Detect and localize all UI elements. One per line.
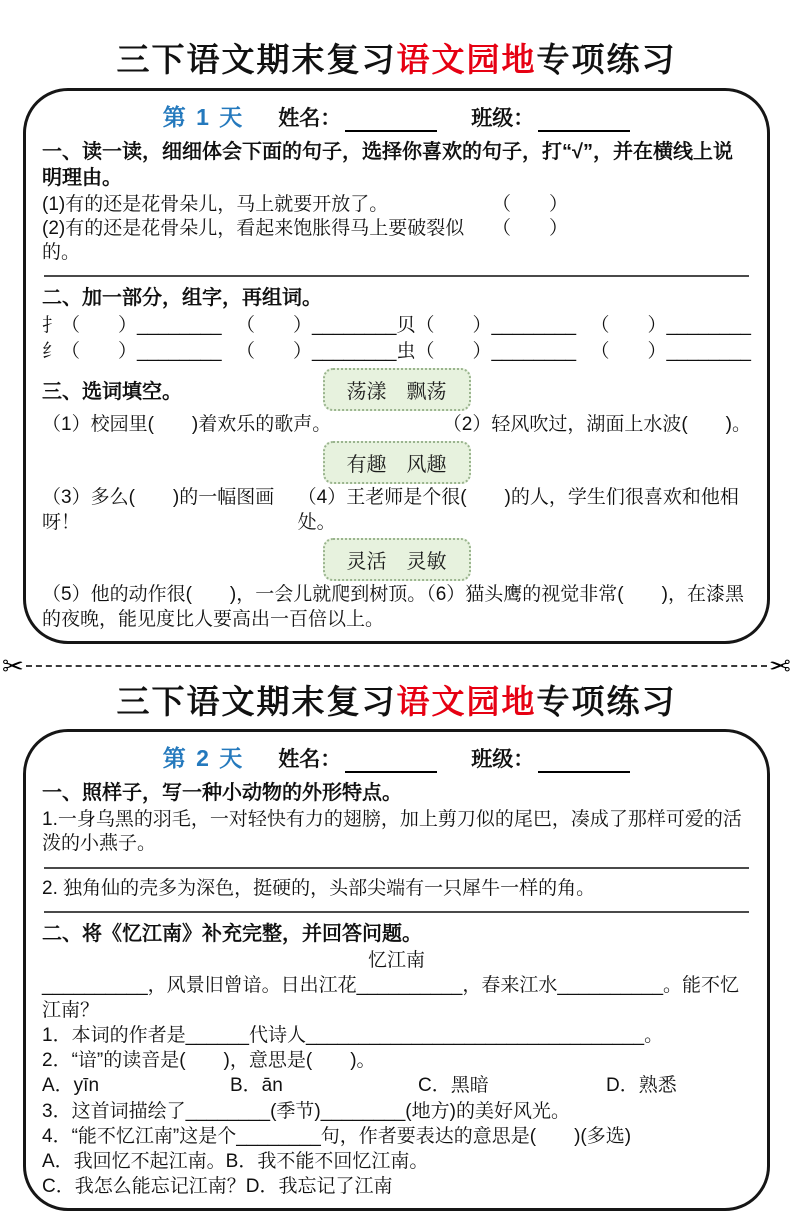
day2-card <box>23 729 770 1211</box>
d2-q2-sub2-options <box>42 1074 751 1099</box>
sentence: (2)有的还是花骨朵儿，看起来饱胀得马上要破裂似的。 <box>42 217 465 263</box>
d1-q3-bank2-wrap <box>42 441 751 484</box>
d1-q1-item1 <box>42 193 751 217</box>
d2-q1-answer-line-1[interactable] <box>44 867 749 869</box>
day1-card <box>23 88 770 644</box>
d1-q3-items-5-6 <box>42 583 751 631</box>
title-highlight: 语文园地 <box>396 41 537 78</box>
title-suffix: 专项练习 <box>536 682 677 720</box>
d2-q2-sub1[interactable]: 1．本词的作者是______代诗人________________________________。 <box>42 1024 664 1046</box>
d1-q2-title: 二、加一部分，组字，再组词。 <box>42 286 322 309</box>
day1-label: 第 1 天 <box>162 103 245 130</box>
fill-sentence[interactable]: （5）他的动作很( )，一会儿就爬到树顶。 <box>42 584 427 606</box>
title-suffix: 专项练习 <box>536 41 677 78</box>
answer-bracket[interactable]: （ ） <box>492 217 569 239</box>
fill-sentence[interactable]: （2）轻风吹过，湖面上水波( )。 <box>442 414 751 436</box>
fill-blank-cell[interactable]: （ ）________虫（ ）________ <box>235 341 577 363</box>
d2-q2-sub2[interactable]: 2．“谙”的读音是( )，意思是( )。 <box>42 1049 376 1071</box>
day2-label: 第 2 天 <box>162 745 245 772</box>
fill-sentence[interactable]: （3）多么( )的一幅图画呀！ <box>42 487 275 533</box>
d1-q3-header <box>42 368 751 411</box>
d1-q2-row2 <box>42 339 751 365</box>
name-label: 姓名： <box>278 748 342 772</box>
word-bank-2: 有趣 风趣 <box>323 441 471 484</box>
fill-sentence[interactable]: （6）猫头鹰的视觉非常( )，在漆黑的夜晚，能见度比人要高出一百倍以上。 <box>42 584 744 630</box>
word-bank-3: 灵活 灵敏 <box>323 538 471 581</box>
word-bank-1: 荡漾 飘荡 <box>323 368 471 411</box>
class-input-line[interactable] <box>538 751 630 773</box>
name-input-line[interactable] <box>345 751 437 773</box>
name-field <box>278 102 437 132</box>
reason-answer-line[interactable] <box>44 275 749 277</box>
d2-q2-sub3[interactable]: 3．这首词描绘了________(季节)________(地方)的美好风光。 <box>42 1100 570 1122</box>
day1-header <box>42 96 751 137</box>
class-label: 班级： <box>471 106 535 130</box>
d2-q1-item2: 2. 独角仙的壳多为深色，挺硬的，头部尖端有一只犀牛一样的角。 <box>42 877 596 899</box>
d1-q3-bank3-wrap <box>42 538 751 581</box>
page-title-day1 <box>0 40 793 80</box>
title-prefix: 三下语文期末复习 <box>116 682 397 720</box>
poem-fill-text[interactable]: __________，风景旧曾谙。日出江花__________，春来江水__________。能不忆江南？ <box>42 975 740 1021</box>
option-a: A．yīn <box>42 1074 100 1096</box>
fill-blank-cell[interactable]: 扌（ ）________ <box>42 314 222 336</box>
fill-sentence[interactable]: （4）王老师是个很( )的人，学生们很喜欢和他相处。 <box>297 487 739 533</box>
name-label: 姓名： <box>278 106 342 130</box>
d2-q1-title: 一、照样子，写一种小动物的外形特点。 <box>42 782 402 805</box>
fill-blank-cell[interactable]: （ ）________贝（ ）________ <box>235 314 577 336</box>
scissors-icon: ✂ <box>769 650 791 681</box>
worksheet-page <box>0 40 793 1211</box>
d1-q1-title: 一、读一读，细细体会下面的句子，选择你喜欢的句子，打“√”，并在横线上说明理由。 <box>42 140 733 189</box>
d2-q1-example: 1.一身乌黑的羽毛，一对轻快有力的翅膀，加上剪刀似的尾巴，凑成了那样可爱的活泼的小燕子。 <box>42 809 742 855</box>
d1-q3-items-3-4 <box>42 486 751 535</box>
page-title-day2 <box>0 682 793 722</box>
class-input-line[interactable] <box>538 110 630 132</box>
cut-line <box>2 652 791 680</box>
fill-sentence[interactable]: （1）校园里( )着欢乐的歌声。 <box>42 414 332 436</box>
option-d: D．熟悉 <box>606 1074 677 1096</box>
fill-blank-cell[interactable]: （ ）________ <box>590 341 751 363</box>
answer-bracket[interactable]: （ ） <box>492 193 569 215</box>
d2-q2-sub4-options-line1: A．我回忆不起江南。B．我不能不回忆江南。 <box>42 1150 429 1172</box>
title-highlight: 语文园地 <box>396 682 537 720</box>
title-prefix: 三下语文期末复习 <box>116 41 397 78</box>
name-field <box>278 743 437 773</box>
fill-blank-cell[interactable]: （ ）________ <box>590 314 751 336</box>
d2-q1-answer-line-2[interactable] <box>44 911 749 913</box>
class-label: 班级： <box>471 748 535 772</box>
day2-header <box>42 737 751 778</box>
d2-q2-sub4-options-line2: C．我怎么能忘记江南？D．我忘记了江南 <box>42 1175 393 1197</box>
scissors-icon: ✂ <box>2 650 24 681</box>
poem-title: 忆江南 <box>367 949 425 971</box>
d1-q3-title: 三、选词填空。 <box>42 381 182 404</box>
d1-q1-item2 <box>42 217 751 265</box>
option-b: B．ān <box>230 1074 283 1096</box>
class-field <box>471 102 630 132</box>
d1-q2-row1 <box>42 313 751 339</box>
d1-q3-items-1-2 <box>42 413 751 438</box>
class-field <box>471 743 630 773</box>
d2-q2-title: 二、将《忆江南》补充完整，并回答问题。 <box>42 922 422 945</box>
fill-blank-cell[interactable]: 纟（ ）________ <box>42 341 222 363</box>
name-input-line[interactable] <box>345 110 437 132</box>
sentence: (1)有的还是花骨朵儿，马上就要开放了。 <box>42 193 389 215</box>
option-c: C．黑暗 <box>418 1074 489 1096</box>
dashed-line <box>26 665 767 667</box>
d2-q2-sub4[interactable]: 4．“能不忆江南”这是个________句，作者要表达的意思是( )(多选) <box>42 1125 632 1147</box>
